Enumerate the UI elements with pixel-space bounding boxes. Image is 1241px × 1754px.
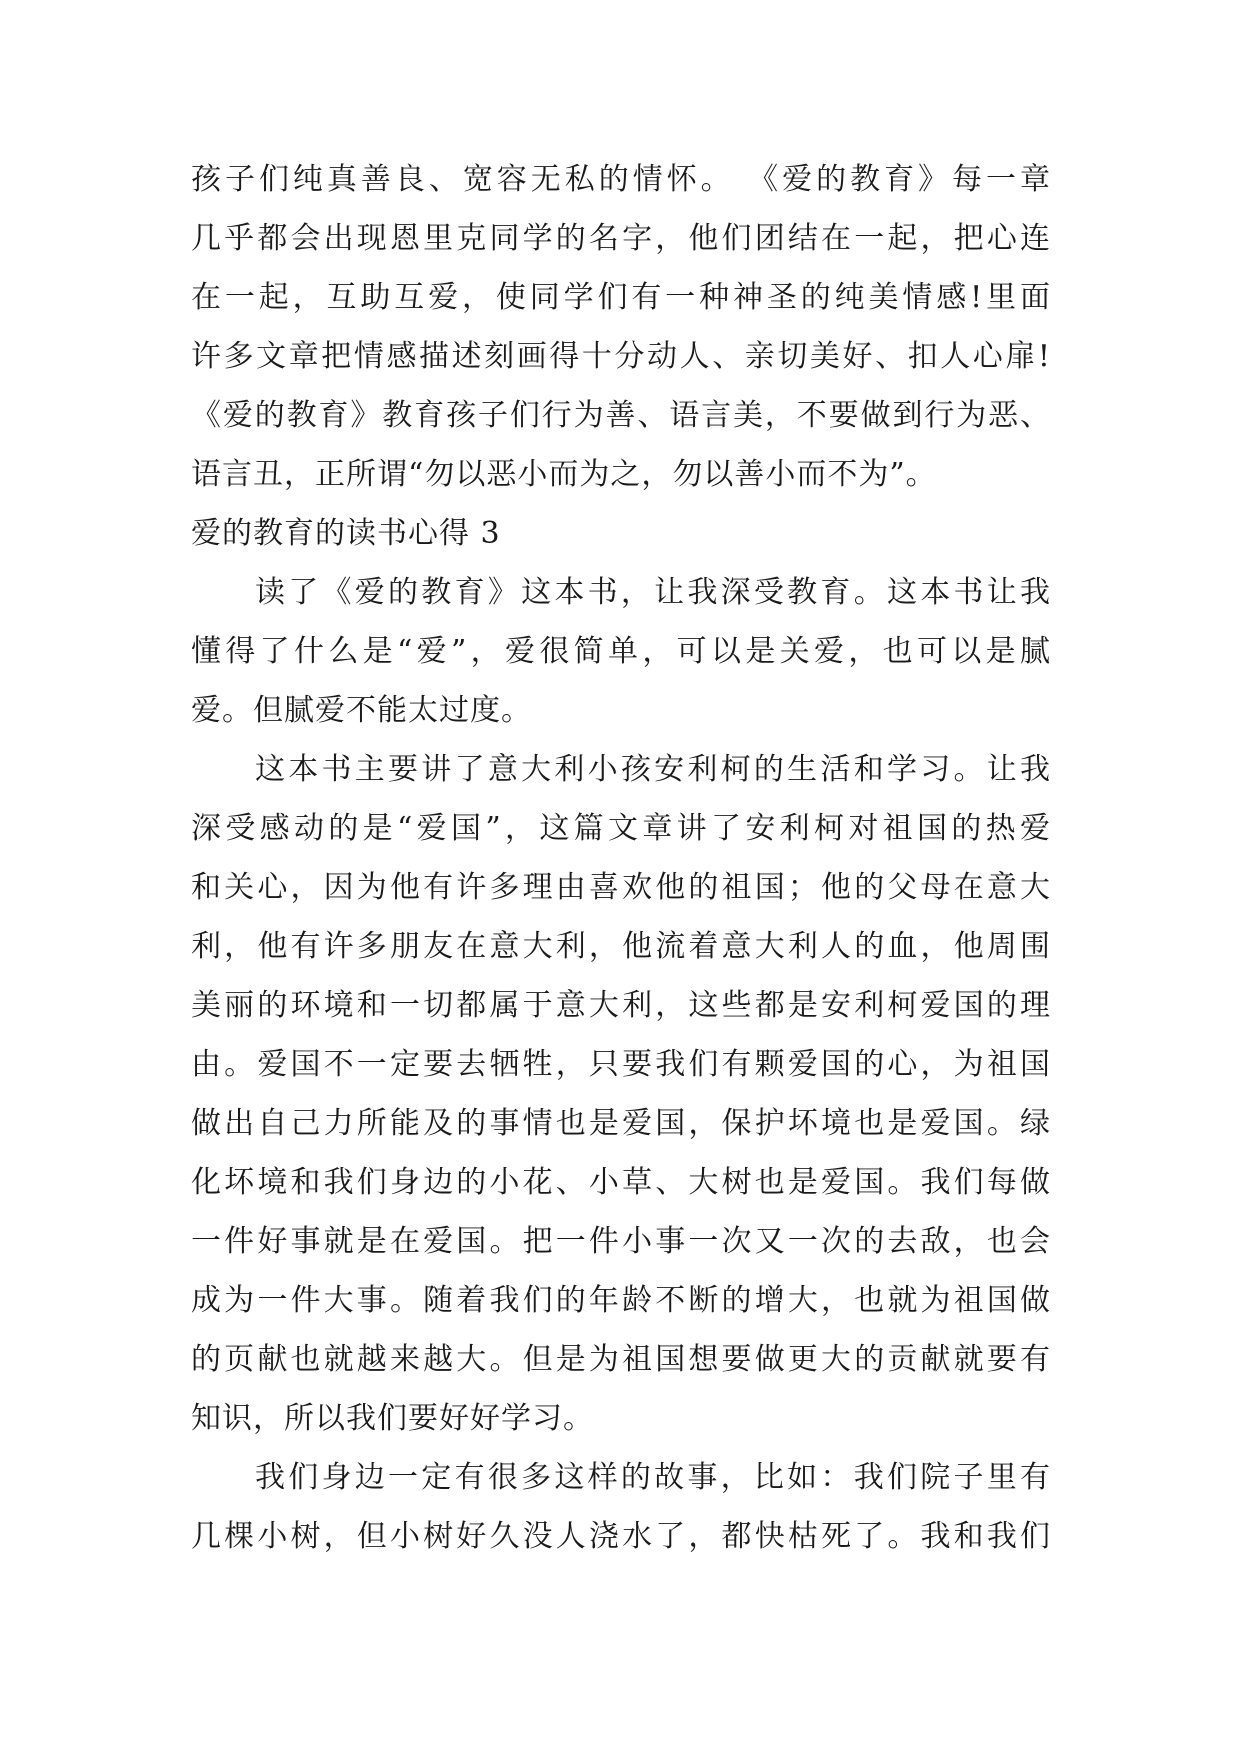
- paragraph: [191, 740, 1051, 1448]
- document-body: [191, 150, 1051, 1566]
- text-line: 几棵小树，但小树好久没人浇水了，都快枯死了。我和我们: [191, 1519, 1051, 1554]
- text-line: 的页献也就越来越大。但是为祖国想要做更大的贡献就要有: [191, 1342, 1051, 1377]
- text-line: 利，他有许多朋友在意大利，他流着意大利人的血，他周围: [191, 929, 1051, 964]
- paragraph: [191, 1448, 1051, 1566]
- text-line: 化坏境和我们身边的小花、小草、大树也是爱国。我们每做: [191, 1165, 1051, 1200]
- paragraph-continuation: [191, 150, 1051, 504]
- text-line: 成为一件大事。随着我们的年龄不断的增大，也就为祖国做: [191, 1283, 1051, 1318]
- text-line: 和关心，因为他有许多理由喜欢他的祖国；他的父母在意大: [191, 870, 1051, 905]
- text-line: 我们身边一定有很多这样的故事，比如：我们院子里有: [255, 1460, 1051, 1495]
- text-line: 孩子们纯真善良、宽容无私的情怀。 《爱的教育》每一章: [191, 162, 1051, 197]
- text-line: 许多文章把情感描述刻画得十分动人、亲切美好、扣人心扉!: [191, 339, 1051, 374]
- text-line: 几乎都会出现恩里克同学的名字，他们团结在一起，把心连: [191, 221, 1051, 256]
- text-line: 知识，所以我们要好好学习。: [191, 1401, 594, 1436]
- text-line: 做出自己力所能及的事情也是爱国，保护坏境也是爱国。绿: [191, 1106, 1051, 1141]
- text-line: 《爱的教育》教育孩子们行为善、语言美，不要做到行为恶、: [191, 398, 1051, 433]
- text-line: 在一起，互助互爱，使同学们有一种神圣的纯美情感!里面: [191, 280, 1051, 315]
- text-line: 语言丑，正所谓“勿以恶小而为之，勿以善小而不为”。: [191, 457, 937, 492]
- text-line: 由。爱国不一定要去牺牲，只要我们有颗爱国的心，为祖国: [191, 1047, 1051, 1082]
- text-line: 读了《爱的教育》这本书，让我深受教育。这本书让我: [255, 575, 1051, 610]
- text-line: 这本书主要讲了意大利小孩安利柯的生活和学习。让我: [255, 752, 1051, 787]
- text-line: 美丽的环境和一切都属于意大利，这些都是安利柯爱国的理: [191, 988, 1051, 1023]
- text-line: 爱。但腻爱不能太过度。: [191, 693, 532, 728]
- section-heading: 爱的教育的读书心得 3: [191, 516, 501, 551]
- text-line: 懂得了什么是“爱”，爱很简单，可以是关爱，也可以是腻: [191, 634, 1051, 669]
- text-line: 深受感动的是“爱国”，这篇文章讲了安利柯对祖国的热爱: [191, 811, 1051, 846]
- text-line: 一件好事就是在爱国。把一件小事一次又一次的去敌，也会: [191, 1224, 1051, 1259]
- paragraph: [191, 563, 1051, 740]
